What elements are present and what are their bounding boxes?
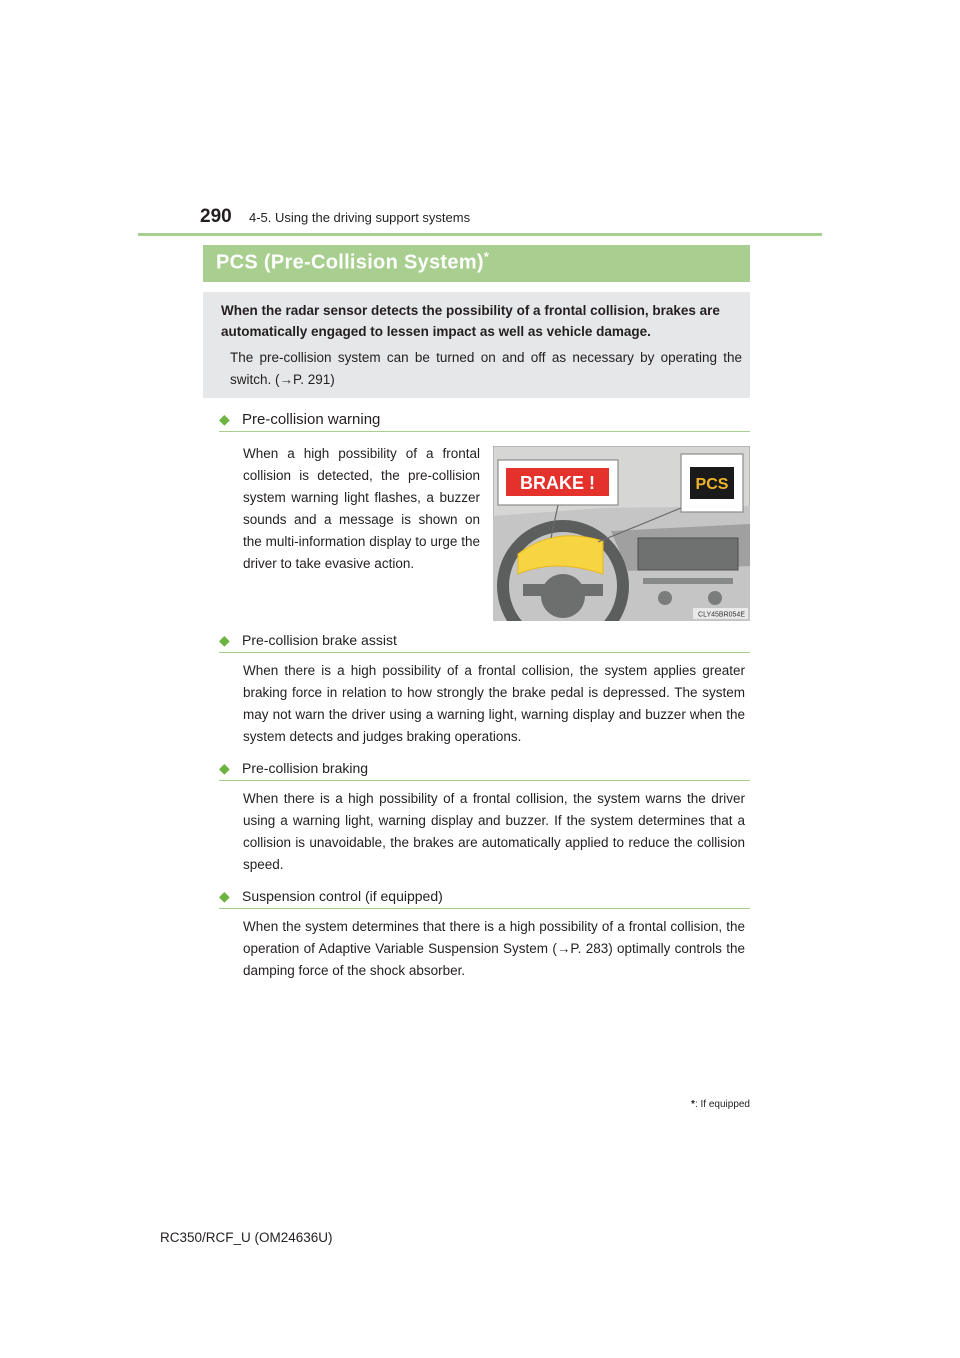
section-body-brake-assist: When there is a high possibility of a frontal collision, the system applies greater braking force in relation to how strongly the brake pedal is depressed. The system may not warn the driver using a warning light, warning display and buzzer when the system detects and judges braking operations. [243, 663, 745, 744]
header-rule [138, 233, 822, 236]
diamond-icon: ◆ [219, 760, 230, 776]
intro-lead: When the radar sensor detects the possibility of a frontal collision, brakes are automatically engaged to lessen impact as well as vehicle damage. [221, 303, 720, 339]
section-heading-suspension [219, 886, 750, 909]
pcs-warning-illustration [493, 446, 750, 621]
footnote [620, 1099, 750, 1110]
section-heading-label: Pre-collision brake assist [242, 632, 397, 648]
pcs-indicator-text: PCS [695, 476, 729, 493]
title-label: PCS (Pre-Collision System) [216, 251, 484, 274]
section-heading-brake-assist [219, 630, 750, 653]
title-bar [203, 245, 750, 282]
diamond-icon: ◆ [219, 632, 230, 648]
section-heading-label: Pre-collision warning [242, 411, 381, 428]
diamond-icon: ◆ [219, 888, 230, 904]
section-heading-label: Pre-collision braking [242, 760, 369, 776]
section-label: 4-5. Using the driving support systems [249, 210, 471, 225]
section-body-braking: When there is a high possibility of a frontal collision, the system warns the driver using a warning light, warning display and buzzer. If the system determines that a collision is unavoidable, the brakes are automatically applied to reduce the collision speed. [243, 791, 745, 872]
section-heading-braking [219, 758, 750, 781]
intro-box [203, 292, 750, 398]
footnote-text: : If equipped [694, 1099, 750, 1110]
diamond-icon: ◆ [219, 411, 230, 427]
section-heading-label: Suspension control (if equipped) [242, 888, 443, 904]
intro-body: The pre-collision system can be turned on and off as necessary by operating the switch. (→P. 291) [230, 350, 742, 387]
footnote-marker: * [691, 1099, 695, 1110]
brake-warning-text: BRAKE ! [520, 473, 595, 493]
page-number: 290 [200, 206, 232, 227]
title-marker: * [483, 249, 490, 264]
page-footer: RC350/RCF_U (OM24636U) [160, 1230, 333, 1245]
section-heading-warning [219, 409, 750, 432]
page-header [138, 200, 822, 236]
page-title [216, 249, 489, 275]
section-body-warning: When a high possibility of a frontal collision is detected, the pre-collision system warning light flashes, a buzzer sounds and a message is shown on the multi-information display to urge the driver to take evasive action. [243, 446, 480, 571]
section-body-suspension: When the system determines that there is a high possibility of a frontal collision, the operation of Adaptive Variable Suspension System (→P. 283) optimally controls the damping force of the shock absorber. [243, 919, 745, 978]
illustration-code: CLY45BR054E [698, 611, 745, 619]
